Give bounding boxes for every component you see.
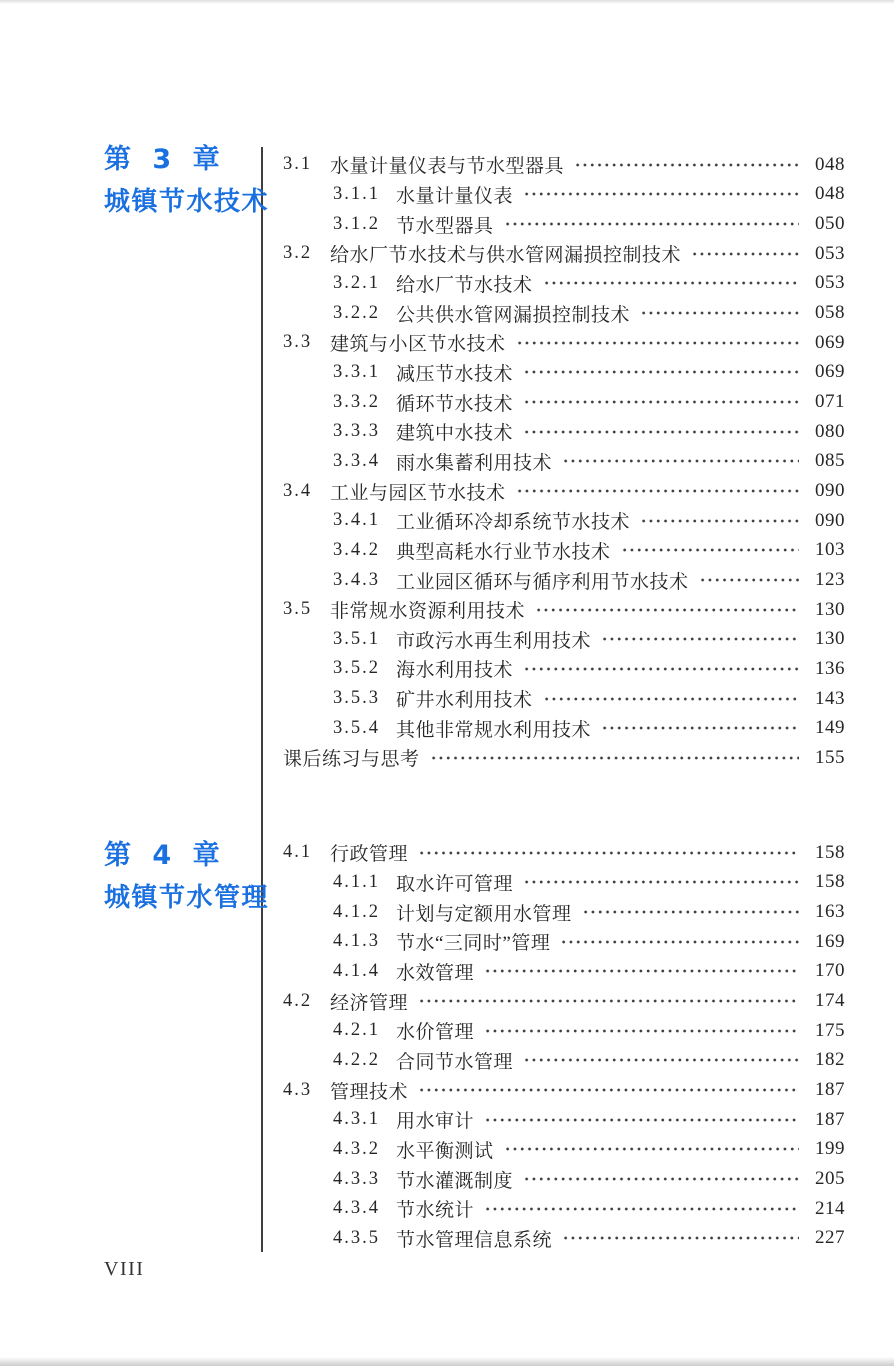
dot-leader xyxy=(582,906,799,918)
dot-leader xyxy=(523,188,799,200)
toc-entry-title: 矿井水利用技术 xyxy=(396,690,533,712)
toc-entry xyxy=(283,595,845,625)
toc-entry-page-number: 130 xyxy=(815,598,845,620)
toc-entry-number: 3.1.2 xyxy=(333,213,380,234)
toc-entry-title: 水价管理 xyxy=(396,1022,475,1044)
toc-entry xyxy=(283,209,845,239)
toc-entry-page-number: 155 xyxy=(815,746,845,768)
toc-entry xyxy=(283,838,845,868)
toc-entry-title: 经济管理 xyxy=(330,992,409,1014)
toc-entry-number: 4.1.2 xyxy=(333,901,380,922)
toc-entry-number: 3.4 xyxy=(283,480,313,501)
dot-leader xyxy=(543,277,799,289)
toc-entry-number: 4.3.5 xyxy=(333,1227,380,1248)
toc-entry-page-number: 071 xyxy=(815,391,845,413)
toc-entry-page-number: 058 xyxy=(815,302,845,324)
toc-entry-number: 3.2.1 xyxy=(333,272,380,293)
toc-entry-title: 用水审计 xyxy=(396,1111,475,1133)
dot-leader xyxy=(418,995,799,1007)
dot-leader xyxy=(562,1232,799,1244)
toc-entry xyxy=(283,743,845,773)
chapter4-number: 第 4 章 xyxy=(104,840,226,871)
dot-leader xyxy=(504,1143,799,1155)
toc-entry xyxy=(283,684,845,714)
toc-entry-page-number: 199 xyxy=(815,1138,845,1160)
dot-leader xyxy=(691,248,799,260)
dot-leader xyxy=(560,936,799,948)
toc-entry xyxy=(283,927,845,957)
dot-leader xyxy=(523,366,799,378)
toc-entry-title: 节水管理信息系统 xyxy=(396,1229,553,1251)
toc-entry-page-number: 123 xyxy=(815,569,845,591)
toc-entry-title: 节水统计 xyxy=(396,1200,475,1222)
toc-entry-number: 3.2 xyxy=(283,243,313,264)
toc-entry-number: 4.2 xyxy=(283,990,313,1011)
dot-leader xyxy=(621,544,799,556)
toc-entry xyxy=(283,713,845,743)
toc-entry-number: 3.4.2 xyxy=(333,539,380,560)
toc-entry-page-number: 163 xyxy=(815,901,845,923)
toc-entry xyxy=(283,1194,845,1224)
toc-entry-page-number: 149 xyxy=(815,717,845,739)
toc-entry-page-number: 214 xyxy=(815,1197,845,1219)
dot-leader xyxy=(484,1025,799,1037)
toc-entry xyxy=(283,897,845,927)
toc-entry xyxy=(283,417,845,447)
toc-entry-number: 4.3 xyxy=(283,1079,313,1100)
toc-entry xyxy=(283,1016,845,1046)
toc-entry-number: 3.5.4 xyxy=(333,717,380,738)
toc-entry-number: 3.5.2 xyxy=(333,658,380,679)
toc-entry-title: 建筑与小区节水技术 xyxy=(330,334,506,356)
chapter4-toc-list xyxy=(283,838,845,1253)
toc-entry xyxy=(283,1046,845,1076)
toc-entry xyxy=(283,1224,845,1254)
toc-entry-title: 水量计量仪表与节水型器具 xyxy=(330,156,565,178)
toc-entry-number: 3.4.3 xyxy=(333,569,380,590)
toc-entry-title: 节水“三同时”管理 xyxy=(396,933,551,955)
toc-entry-title: 管理技术 xyxy=(330,1081,409,1103)
toc-entry-title: 取水许可管理 xyxy=(396,873,514,895)
toc-entry-number: 4.1.1 xyxy=(333,871,380,892)
toc-entry-number: 3.3.3 xyxy=(333,421,380,442)
chapter3-heading xyxy=(104,146,269,215)
dot-leader xyxy=(523,1054,799,1066)
dot-leader xyxy=(543,693,799,705)
toc-entry xyxy=(283,298,845,328)
toc-entry-number: 3.5.3 xyxy=(333,688,380,709)
toc-entry-page-number: 090 xyxy=(815,509,845,531)
toc-entry xyxy=(283,625,845,655)
toc-entry-title: 公共供水管网漏损控制技术 xyxy=(396,304,631,326)
toc-entry-page-number: 143 xyxy=(815,687,845,709)
toc-entry-page-number: 187 xyxy=(815,1079,845,1101)
toc-entry-title: 工业循环冷却系统节水技术 xyxy=(396,512,631,534)
toc-entry-title: 节水型器具 xyxy=(396,215,494,237)
dot-leader xyxy=(523,663,799,675)
toc-entry-title: 非常规水资源利用技术 xyxy=(330,601,526,623)
dot-leader xyxy=(640,515,799,527)
toc-entry-page-number: 069 xyxy=(815,361,845,383)
toc-entry-page-number: 103 xyxy=(815,539,845,561)
toc-entry xyxy=(283,986,845,1016)
toc-entry xyxy=(283,1164,845,1194)
dot-leader xyxy=(484,1114,799,1126)
toc-entry xyxy=(283,387,845,417)
toc-entry-number: 4.2.1 xyxy=(333,1020,380,1041)
toc-entry xyxy=(283,1075,845,1105)
toc-entry-title: 课后练习与思考 xyxy=(283,749,420,771)
toc-entry-title: 给水厂节水技术 xyxy=(396,274,533,296)
toc-entry-number: 3.4.1 xyxy=(333,510,380,531)
chapter4-heading xyxy=(104,842,269,911)
dot-leader xyxy=(523,876,799,888)
chapter3-title: 城镇节水技术 xyxy=(104,187,270,217)
dot-leader xyxy=(418,1084,799,1096)
toc-entry-page-number: 158 xyxy=(815,841,845,863)
chapter3-toc-list xyxy=(283,150,845,773)
dot-leader xyxy=(523,396,799,408)
toc-entry-page-number: 050 xyxy=(815,213,845,235)
dot-leader xyxy=(484,1203,799,1215)
toc-entry-title: 典型高耗水行业节水技术 xyxy=(396,541,611,563)
toc-entry xyxy=(283,957,845,987)
toc-entry xyxy=(283,536,845,566)
toc-entry-number: 4.3.4 xyxy=(333,1198,380,1219)
toc-entry-page-number: 175 xyxy=(815,1019,845,1041)
toc-entry-number: 3.5 xyxy=(283,599,313,620)
toc-entry-page-number: 169 xyxy=(815,930,845,952)
toc-entry-number: 3.3 xyxy=(283,332,313,353)
toc-entry-page-number: 174 xyxy=(815,990,845,1012)
toc-entry xyxy=(283,239,845,269)
toc-entry-title: 循环节水技术 xyxy=(396,393,514,415)
page-folio: VIII xyxy=(104,1258,145,1280)
chapter4-title: 城镇节水管理 xyxy=(104,883,270,913)
toc-entry-page-number: 205 xyxy=(815,1168,845,1190)
toc-entry-title: 市政污水再生利用技术 xyxy=(396,630,592,652)
toc-entry-number: 3.5.1 xyxy=(333,628,380,649)
dot-leader xyxy=(516,485,799,497)
toc-entry xyxy=(283,565,845,595)
toc-entry-page-number: 053 xyxy=(815,242,845,264)
toc-entry-title: 计划与定额用水管理 xyxy=(396,903,572,925)
toc-entry-title: 工业园区循环与循序利用节水技术 xyxy=(396,571,689,593)
page-bottom-shadow xyxy=(0,1357,894,1366)
toc-entry-page-number: 227 xyxy=(815,1227,845,1249)
dot-leader xyxy=(418,847,799,859)
dot-leader xyxy=(484,965,799,977)
toc-entry xyxy=(283,447,845,477)
toc-entry-number: 3.3.4 xyxy=(333,450,380,471)
dot-leader xyxy=(699,574,799,586)
toc-entry-title: 水效管理 xyxy=(396,962,475,984)
toc-entry-title: 水平衡测试 xyxy=(396,1140,494,1162)
toc-entry-number: 3.1 xyxy=(283,154,313,175)
toc-entry xyxy=(283,654,845,684)
toc-entry-page-number: 187 xyxy=(815,1108,845,1130)
toc-entry-page-number: 170 xyxy=(815,960,845,982)
toc-entry-number: 3.3.1 xyxy=(333,361,380,382)
toc-entry-page-number: 048 xyxy=(815,153,845,175)
toc-entry-page-number: 085 xyxy=(815,450,845,472)
page-top-shadow xyxy=(0,0,894,4)
dot-leader xyxy=(523,426,799,438)
dot-leader xyxy=(523,1173,799,1185)
toc-entry-page-number: 069 xyxy=(815,331,845,353)
toc-entry-page-number: 158 xyxy=(815,871,845,893)
toc-entry-number: 3.3.2 xyxy=(333,391,380,412)
toc-entry xyxy=(283,1105,845,1135)
toc-entry-title: 合同节水管理 xyxy=(396,1051,514,1073)
chapter3-number: 第 3 章 xyxy=(104,144,226,175)
dot-leader xyxy=(504,218,799,230)
toc-entry xyxy=(283,358,845,388)
toc-entry-number: 4.3.2 xyxy=(333,1138,380,1159)
toc-entry-number: 3.1.1 xyxy=(333,183,380,204)
toc-entry xyxy=(283,328,845,358)
dot-leader xyxy=(574,159,799,171)
toc-entry xyxy=(283,180,845,210)
toc-entry-page-number: 182 xyxy=(815,1049,845,1071)
toc-entry-title: 雨水集蓄利用技术 xyxy=(396,452,553,474)
toc-entry-title: 其他非常规水利用技术 xyxy=(396,719,592,741)
toc-entry-number: 4.3.1 xyxy=(333,1109,380,1130)
toc-entry-title: 行政管理 xyxy=(330,844,409,866)
toc-entry-title: 给水厂节水技术与供水管网漏损控制技术 xyxy=(330,245,682,267)
toc-entry-page-number: 130 xyxy=(815,628,845,650)
toc-entry xyxy=(283,1135,845,1165)
toc-entry xyxy=(283,269,845,299)
toc-entry-number: 3.2.2 xyxy=(333,302,380,323)
toc-entry-number: 4.2.2 xyxy=(333,1049,380,1070)
toc-entry-title: 节水灌溉制度 xyxy=(396,1170,514,1192)
dot-leader xyxy=(640,307,799,319)
dot-leader xyxy=(562,455,799,467)
toc-entry xyxy=(283,868,845,898)
toc-entry-title: 海水利用技术 xyxy=(396,660,514,682)
toc-entry-title: 减压节水技术 xyxy=(396,363,514,385)
toc-entry-page-number: 048 xyxy=(815,183,845,205)
toc-entry xyxy=(283,476,845,506)
toc-entry-page-number: 090 xyxy=(815,480,845,502)
dot-leader xyxy=(601,633,799,645)
dot-leader xyxy=(601,722,799,734)
column-divider-line xyxy=(261,147,263,1252)
toc-entry-number: 4.3.3 xyxy=(333,1168,380,1189)
dot-leader xyxy=(430,752,799,764)
toc-entry-title: 水量计量仪表 xyxy=(396,185,514,207)
toc-entry-number: 4.1.3 xyxy=(333,931,380,952)
toc-entry-title: 工业与园区节水技术 xyxy=(330,482,506,504)
toc-entry xyxy=(283,506,845,536)
toc-entry-number: 4.1.4 xyxy=(333,960,380,981)
toc-entry-page-number: 136 xyxy=(815,657,845,679)
toc-entry xyxy=(283,150,845,180)
dot-leader xyxy=(535,604,799,616)
toc-entry-page-number: 053 xyxy=(815,272,845,294)
toc-entry-page-number: 080 xyxy=(815,420,845,442)
toc-entry-number: 4.1 xyxy=(283,842,313,863)
dot-leader xyxy=(516,337,799,349)
toc-entry-title: 建筑中水技术 xyxy=(396,423,514,445)
